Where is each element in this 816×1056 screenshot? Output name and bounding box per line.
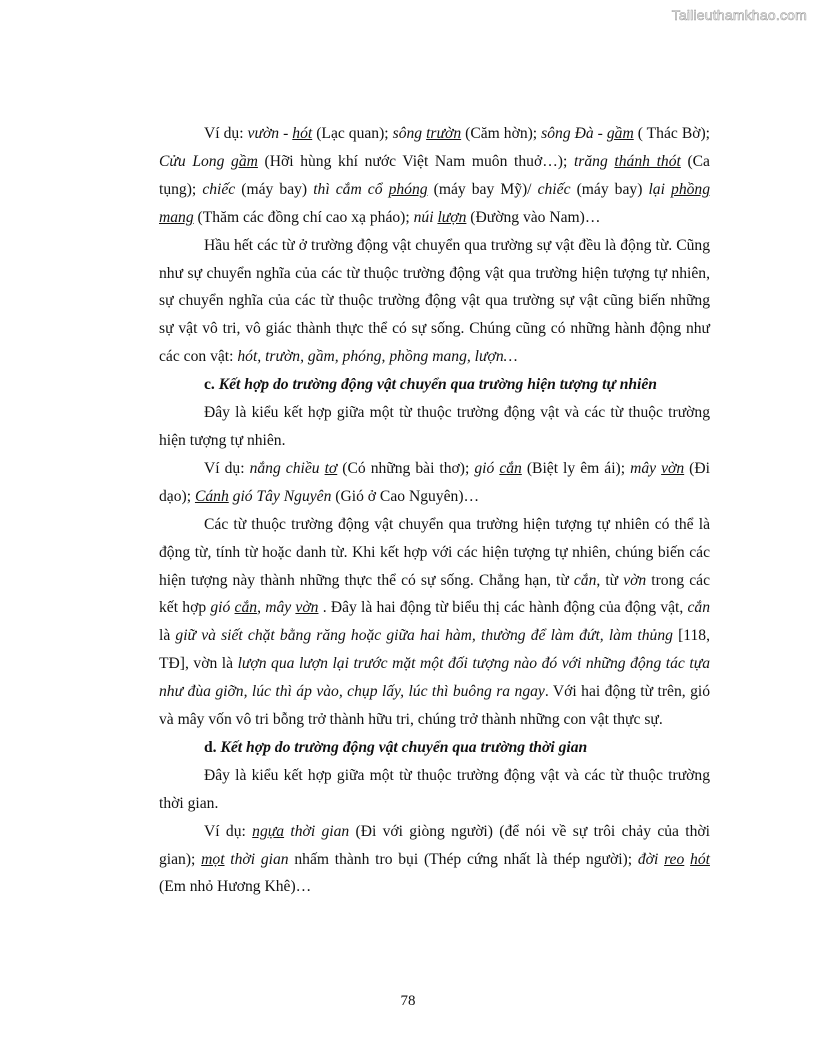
text-run: lượn qua lượn lại trước mặt một đối tượng nào đó với những động tác tựa như đùa giỡn, lúc thì áp vào, chụp lấy, lúc thì buông ra ngay bbox=[159, 655, 710, 701]
section-heading-d bbox=[159, 734, 710, 762]
text-run: lượn bbox=[437, 208, 467, 226]
page-number: 78 bbox=[400, 993, 416, 1009]
text-run: Các từ thuộc trường động vật chuyển qua trường hiện tượng tự nhiên có thể là động từ, tính từ hoặc danh từ. Khi kết hợp với các hiện tượng tự nhiên, chúng biến các hiện tượng này thành những thực thể có sự sống. Chẳng hạn, từ bbox=[159, 515, 710, 589]
text-run: Đây là kiểu kết hợp giữa một từ thuộc trường động vật và các từ thuộc trường thời gian. bbox=[159, 766, 710, 812]
watermark: Tailieuthamkhao.com bbox=[671, 7, 807, 23]
text-run: Cánh bbox=[194, 487, 229, 505]
text-run: (Đường vào Nam)… bbox=[466, 208, 601, 226]
text-run: , từ bbox=[596, 571, 624, 589]
text-run: trăng bbox=[573, 152, 615, 170]
text-run: (Hỡi hùng khí nước Việt Nam muôn thuở…); bbox=[257, 152, 574, 170]
text-run: Kết hợp do trường động vật chuyển qua trường thời gian bbox=[220, 738, 588, 756]
text-run: Hầu hết các từ ở trường động vật chuyển qua trường sự vật đều là động từ. Cũng như sự chuyển nghĩa của các từ thuộc trường động vật qua trường hiện tượng tự nhiên, sự chuyển nghĩa của các từ thuộc trường động vật qua trường sự vật cũng biến những sự vật vô tri, vô giác thành thực thể có sự sống. Chúng cũng có những hành động như các con vật: bbox=[159, 236, 710, 366]
text-run: núi bbox=[413, 208, 438, 226]
text-run: Kết hợp do trường động vật chuyển qua trường hiện tượng tự nhiên bbox=[218, 376, 657, 394]
text-run: vờn bbox=[623, 571, 647, 589]
text-run: Ví dụ: bbox=[204, 459, 250, 477]
text-run: vờn bbox=[661, 459, 685, 477]
text-run: lại bbox=[648, 180, 672, 198]
text-run: chiếc bbox=[537, 180, 571, 198]
text-run: mọt bbox=[201, 850, 225, 868]
text-run: (Gió ở Cao Nguyên)… bbox=[331, 487, 480, 505]
text-run: gầm bbox=[231, 152, 258, 170]
text-run: ngựa bbox=[252, 822, 285, 840]
paragraph-nature-intro bbox=[159, 399, 710, 455]
text-run: hót bbox=[690, 850, 710, 868]
text-run: trong các kết hợp bbox=[159, 571, 710, 617]
text-run: , bbox=[257, 599, 266, 617]
text-run: cắn bbox=[499, 459, 522, 477]
text-run: gió bbox=[474, 459, 500, 477]
text-run: Cửu Long bbox=[159, 152, 232, 170]
text-run: đời bbox=[637, 850, 665, 868]
text-run: vườn - bbox=[247, 125, 293, 142]
text-run: [118, TĐ], vờn là bbox=[159, 627, 710, 673]
text-run: chiếc bbox=[202, 180, 236, 198]
text-run: cắn bbox=[573, 571, 597, 589]
text-run: (Căm hờn); bbox=[461, 125, 542, 142]
text-run: . Với hai động từ trên, gió và mây vốn vô tri bỗng trở thành hữu tri, chúng trở thành những con vật thực sự. bbox=[159, 683, 710, 729]
document-body bbox=[159, 120, 710, 901]
paragraph-nature-analysis bbox=[159, 511, 710, 734]
text-run: sông bbox=[392, 125, 427, 142]
text-run: trườn bbox=[426, 125, 462, 142]
text-run: cắn bbox=[234, 599, 258, 617]
text-run: ( Thác Bờ); bbox=[633, 125, 710, 142]
text-run: giữ và siết chặt bằng răng hoặc giữa hai hàm, thường để làm đứt, làm thủng bbox=[175, 627, 673, 645]
text-run: c. bbox=[204, 376, 219, 394]
paragraph-time-intro bbox=[159, 762, 710, 818]
text-run: (Em nhỏ Hương Khê)… bbox=[159, 878, 312, 896]
text-run: (Thăm các đồng chí cao xạ pháo); bbox=[193, 208, 414, 226]
text-run: (Ca tụng); bbox=[159, 152, 710, 198]
text-run: là bbox=[159, 627, 176, 645]
text-run: mây bbox=[630, 459, 662, 477]
text-run: (Có những bài thơ); bbox=[337, 459, 475, 477]
text-run: gầm bbox=[606, 125, 634, 142]
text-run: gió Tây Nguyên bbox=[228, 487, 332, 505]
text-run: tơ bbox=[324, 459, 338, 477]
paragraph-animal-to-object bbox=[159, 232, 710, 372]
text-run: cắn bbox=[687, 599, 711, 617]
text-run: thời gian bbox=[224, 850, 289, 868]
text-run: Đây là kiểu kết hợp giữa một từ thuộc trường động vật và các từ thuộc trường hiện tượng tự nhiên. bbox=[159, 404, 710, 449]
text-run: phồng mang bbox=[159, 180, 710, 226]
text-run: sông Đà - bbox=[541, 125, 607, 142]
text-run: nắng chiều bbox=[249, 459, 325, 477]
text-run: Ví dụ: bbox=[204, 125, 248, 142]
text-run: (Đi dạo); bbox=[159, 459, 710, 505]
text-run: nhấm thành tro bụi (Thép cứng nhất là thép người); bbox=[288, 850, 638, 868]
text-run: Ví dụ: bbox=[204, 822, 253, 840]
text-run: d. bbox=[204, 738, 221, 756]
example-paragraph-objects bbox=[159, 120, 710, 232]
text-run: (Đi với giòng người) (để nói về sự trôi chảy của thời gian); bbox=[159, 822, 710, 868]
text-run: (Biệt ly êm ái); bbox=[521, 459, 631, 477]
text-run: phóng bbox=[388, 180, 428, 198]
text-run: vờn bbox=[295, 599, 319, 617]
text-run: mây bbox=[265, 599, 296, 617]
text-run: thánh thót bbox=[614, 152, 681, 170]
text-run: (máy bay) bbox=[570, 180, 649, 198]
text-run: thời gian bbox=[284, 822, 350, 840]
text-run: hót bbox=[292, 125, 313, 142]
text-run: (máy bay Mỹ)/ bbox=[427, 180, 538, 198]
section-heading-c bbox=[159, 371, 710, 399]
text-run: gió bbox=[210, 599, 235, 617]
example-paragraph-time bbox=[159, 818, 710, 902]
text-run: thì cắm cổ bbox=[313, 180, 389, 198]
text-run: reo bbox=[664, 850, 685, 868]
text-run: hót, trườn, gầm, phóng, phồng mang, lượn… bbox=[237, 348, 518, 366]
example-paragraph-nature bbox=[159, 455, 710, 511]
text-run: (Lạc quan); bbox=[312, 125, 393, 142]
text-run: . Đây là hai động từ biểu thị các hành động của động vật, bbox=[318, 599, 688, 617]
text-run: (máy bay) bbox=[235, 180, 314, 198]
